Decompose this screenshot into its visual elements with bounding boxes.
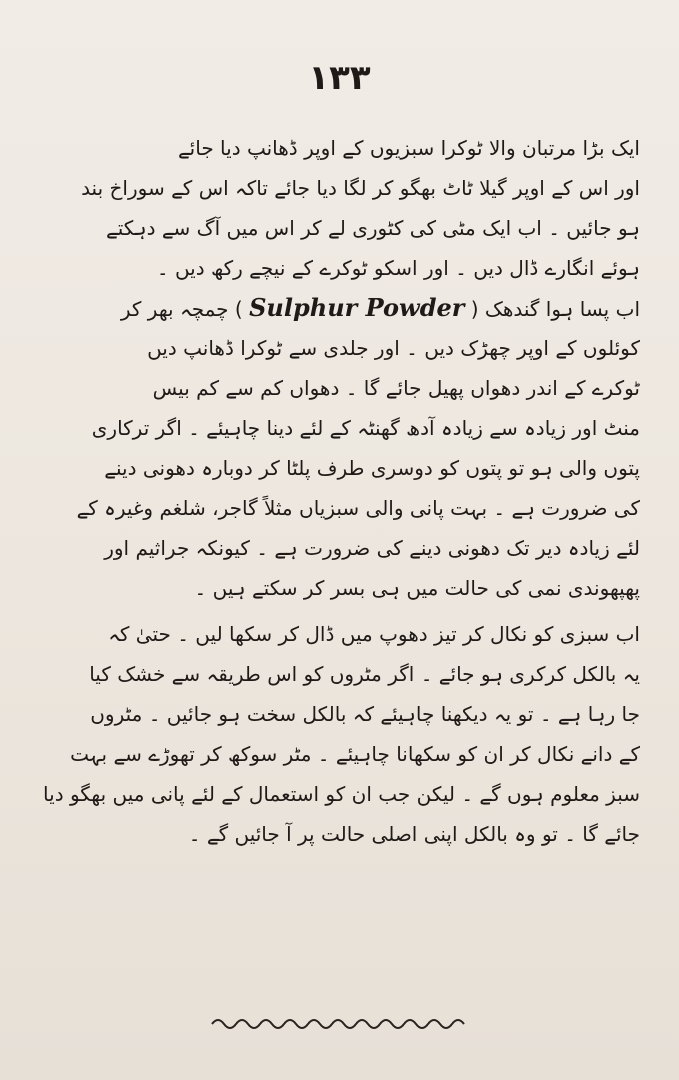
text-line: اور اس کے اوپر گیلا ٹاٹ بھگو کر لگا دیا جائے تاکہ اس کے سوراخ بند: [81, 176, 640, 200]
text-line: ہوئے انگارے ڈال دیں ۔ اور اسکو ٹوکرے کے نیچے رکھ دیں ۔: [156, 256, 640, 280]
text-line: ٹوکرے کے اندر دھواں پھیل جائے گا ۔ دھواں کم سے کم بیس: [152, 376, 640, 400]
text-segment: ) چمچہ بھر کر: [120, 297, 243, 321]
text-line: اب سبزی کو نکال کر تیز دھوپ میں ڈال کر سکھا لیں ۔ حتیٰ کہ: [108, 622, 640, 646]
text-line: کی ضرورت ہے ۔ بہت پانی والی سبزیاں مثلاً گاجر، شلغم وغیرہ کے: [76, 496, 640, 520]
text-line: سبز معلوم ہوں گے ۔ لیکن جب ان کو استعمال کے لئے پانی میں بھگو دیا: [43, 782, 640, 806]
body-text: [30, 128, 640, 854]
text-line: کوئلوں کے اوپر چھڑک دیں ۔ اور جلدی سے ٹوکرا ڈھانپ دیں: [147, 336, 640, 360]
text-line: جائے گا ۔ تو وہ بالکل اپنی اصلی حالت پر آ جائیں گے ۔: [188, 822, 640, 846]
text-line: لئے زیادہ دیر تک دھونی دینے کی ضرورت ہے ۔ کیونکہ جراثیم اور: [104, 536, 640, 560]
text-line: منٹ اور زیادہ سے زیادہ آدھ گھنٹہ کے لئے دینا چاہیئے ۔ اگر ترکاری: [91, 416, 640, 440]
page-number: ۱۳۳: [308, 58, 371, 98]
latin-term: Sulphur Powder: [249, 293, 465, 322]
wavy-divider: [210, 1010, 470, 1034]
text-line: جا رہا ہے ۔ تو یہ دیکھنا چاہیئے کہ بالکل سخت ہو جائیں ۔ مٹروں: [90, 702, 640, 726]
text-line: کے دانے نکال کر ان کو سکھانا چاہیئے ۔ مٹر سوکھ کر تھوڑے سے بہت: [70, 742, 640, 766]
text-segment: اب پسا ہوا گندھک (: [470, 297, 640, 321]
text-line: ہو جائیں ۔ اب ایک مٹی کی کٹوری لے کر اس میں آگ سے دہکتے: [106, 216, 640, 240]
text-line: یہ بالکل کرکری ہو جائے ۔ اگر مٹروں کو اس طریقہ سے خشک کیا: [89, 662, 640, 686]
text-line: ایک بڑا مرتبان والا ٹوکرا سبزیوں کے اوپر ڈھانپ دیا جائے: [177, 136, 640, 160]
text-line: پتوں والی ہو تو پتوں کو دوسری طرف پلٹا کر دوبارہ دھونی دینے: [104, 456, 640, 480]
text-line: پھپھوندی نمی کی حالت میں ہی بسر کر سکتے ہیں ۔: [194, 576, 640, 600]
text-line-sulphur: [30, 288, 640, 328]
